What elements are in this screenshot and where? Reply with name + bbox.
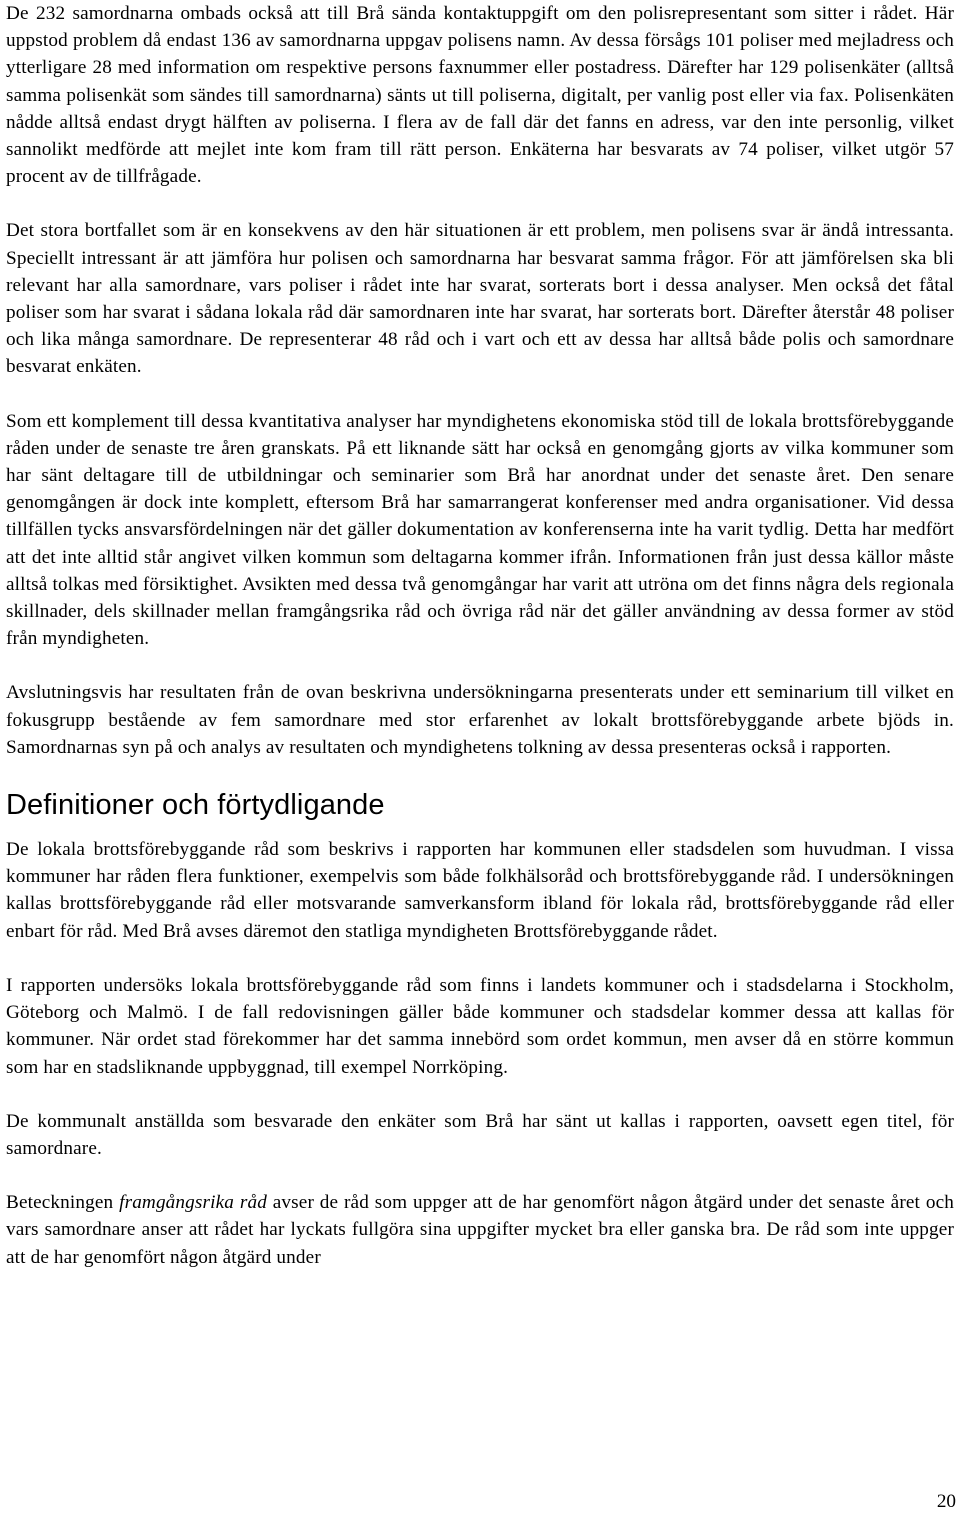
text-after-emphasis: avser de råd som uppger att de har genomfört någon åtgärd under det senaste året och vars samordnare anser att rådet har lyckats fullgöra sina uppgifter mycket bra eller ganska bra. De råd som inte uppger att de har genomfört någon åtgärd under [6, 1192, 954, 1268]
paragraph-conclusion: Avslutningsvis har resultaten från de ovan beskrivna undersökningarna presenterats under ett seminarium till vilket en fokusgrupp bestående av fem samordnare med stor erfarenhet av lokalt brottsförebyggande arbete bjöds in. Samordnarnas syn på och analys av resultaten och myndighetens tolkning av dessa presenteras också i rapporten. [6, 682, 954, 758]
paragraph-dropout: Det stora bortfallet som är en konsekvens av den här situationen är ett problem, men polisens svar är ändå intressanta. Speciellt intressant är att jämföra hur polisen och samordnarna har besvarat samma frågor. För att jämförelsen ska bli relevant har alla samordnare, vars poliser i rådet inte har svarat, sorterats bort i dessa analyser. Men också det fåtal poliser som har svarat i sådana lokala råd där samordnaren inte har svarat, har sorterats bort. Därefter återstår 48 poliser och lika många samordnare. De representerar 48 råd och i vart och ett av dessa har alltså både polis och samordnare besvarat enkäten. [6, 220, 954, 378]
paragraph-successful-councils [6, 1189, 954, 1271]
document-page [6, 0, 954, 1298]
page-number: 20 [936, 1491, 956, 1512]
paragraph-complement: Som ett komplement till dessa kvantitativa analyser har myndighetens ekonomiska stöd till de lokala brottsförebyggande råden under de senaste tre åren granskats. På ett liknande sätt har också en genomgång gjorts av vilka kommuner som har sänt deltagare till de utbildningar och seminarier som Brå har anordnat under det senaste året. Den senare genomgången är dock inte komplett, eftersom Brå har samarrangerat konferenser med andra organisationer. Vid dessa tillfällen tycks ansvarsfördelningen när det gäller dokumentation av konferenserna inte ha varit tydlig. Detta har medfört att det inte alltid står angivet vilken kommun som deltagarna kommer ifrån. Informationen från just dessa källor måste alltså tolkas med försiktighet. Avsikten med dessa två genomgångar har varit att utröna om det finns några dels regionala skillnader, dels skillnader mellan framgångsrika råd och övriga råd när det gäller användning av dessa former av stöd från myndigheten. [6, 410, 954, 650]
paragraph-local-councils: De lokala brottsförebyggande råd som beskrivs i rapporten har kommunen eller stadsdelen som huvudman. I vissa kommuner har råden flera funktioner, exempelvis som både folkhälsoråd och brottsförebyggande råd. I undersökningen kallas brottsförebyggande råd eller motsvarande samverkansform ibland för lokala råd, brottsförebyggande råd eller enbart för råd. Med Brå avses däremot den statliga myndigheten Brottsförebyggande rådet. [6, 839, 954, 942]
emphasized-term: framgångsrika råd [119, 1192, 267, 1214]
paragraph-coordinators: De kommunalt anställda som besvarade den enkäter som Brå har sänt ut kallas i rapporten, oavsett egen titel, för samordnare. [6, 1110, 954, 1159]
paragraph-police-survey: De 232 samordnarna ombads också att till Brå sända kontaktuppgift om den polisrepresentant som sitter i rådet. Här uppstod problem då endast 136 av samordnarna uppgav polisens namn. Av dessa försågs 101 poliser med mejladress och ytterligare 28 med information om respektive persons faxnummer eller postadress. Därefter har 129 polisenkäter (alltså samma polisenkät som sändes till samordnarna) sänts ut till poliserna, digitalt, per vanlig post eller via fax. Polisenkäten nådde alltså endast drygt hälften av poliserna. I flera av de fall där det fanns en adress, var den inte personlig, vilket sannolikt medförde att mejlet inte kom fram till rätt person. Enkäterna har besvarats av 74 poliser, vilket utgör 57 procent av de tillfrågade. [6, 3, 954, 188]
paragraph-municipalities: I rapporten undersöks lokala brottsförebyggande råd som finns i landets kommuner och i stadsdelarna i Stockholm, Göteborg och Malmö. I de fall redovisningen gäller både kommuner och stadsdelar kommer dessa att kallas för kommuner. När ordet stad förekommer har det samma innebörd som ordet kommun, men avser då en större kommun som har en stadsliknande uppbyggnad, till exempel Norrköping. [6, 974, 954, 1078]
text-before-emphasis: Beteckningen [6, 1192, 120, 1214]
section-heading: Definitioner och förtydligande [6, 789, 385, 822]
